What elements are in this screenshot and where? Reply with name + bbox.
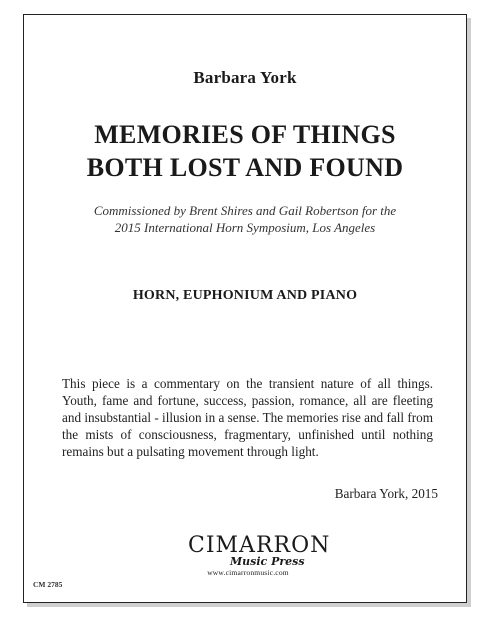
title-line-2: BOTH LOST AND FOUND xyxy=(86,153,404,182)
instrumentation: HORN, EUPHONIUM AND PIANO xyxy=(132,288,358,303)
cover-border xyxy=(23,14,467,603)
piece-title xyxy=(0,118,490,184)
publisher-url: www.cimarronmusic.com xyxy=(207,568,289,577)
publisher-subtitle: Music Press xyxy=(230,555,305,568)
publisher-name: CIMARRON xyxy=(188,533,331,558)
note-signature: Barbara York, 2015 xyxy=(334,486,438,501)
catalog-number: CM 2785 xyxy=(33,580,63,589)
commission-line-1: Commissioned by Brent Shires and Gail Robertson for the xyxy=(93,203,397,218)
page-shadow xyxy=(27,603,471,607)
commission-note xyxy=(0,202,490,236)
composer-name: Barbara York xyxy=(193,68,297,87)
commission-line-2: 2015 International Horn Symposium, Los Angeles xyxy=(114,220,376,235)
program-note: This piece is a commentary on the transient nature of all things. Youth, fame and fortune, success, passion, romance, all are fleeting and insubstantial - illusion in a sense. The memories rise and fall from the mists of consciousness, fragmentary, unfinished until nothing remains but a pulsating movement through light. xyxy=(62,376,433,459)
page-shadow xyxy=(467,18,471,607)
title-line-1: MEMORIES OF THINGS xyxy=(94,120,396,149)
publisher-logo xyxy=(188,533,331,585)
